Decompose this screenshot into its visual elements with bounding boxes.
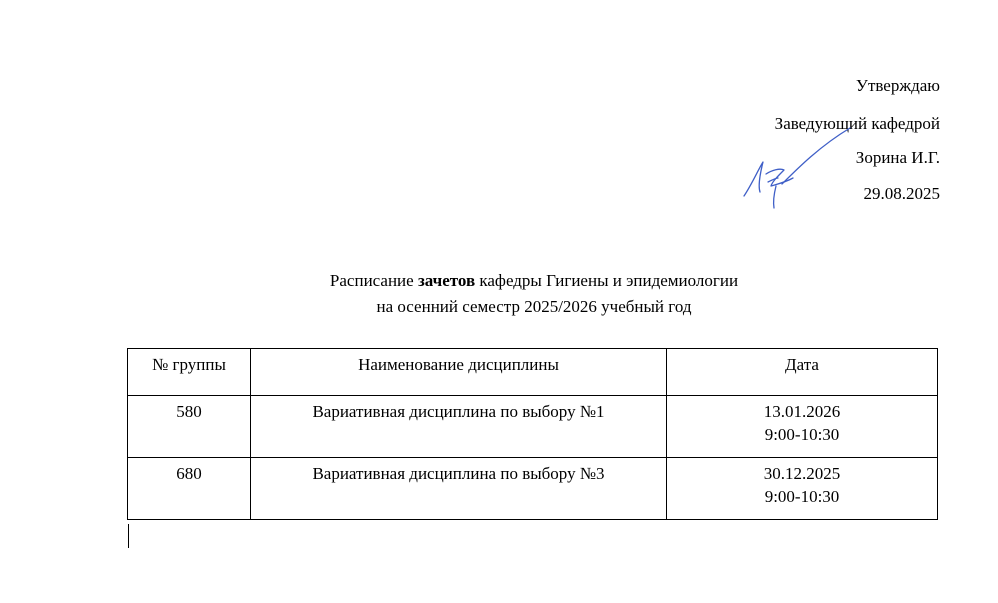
- text-cursor: [128, 524, 129, 548]
- cell-time: 9:00-10:30: [764, 425, 840, 444]
- schedule-table: [127, 348, 938, 520]
- approval-title: Утверждаю: [855, 76, 940, 95]
- title-prefix: Расписание: [329, 271, 418, 290]
- approval-name: Зорина И.Г.: [855, 148, 940, 167]
- header-date: Дата: [667, 349, 938, 396]
- table-row: [128, 458, 938, 520]
- cell-group: 680: [128, 458, 251, 520]
- table-row: [128, 396, 938, 458]
- document-title-line1: [134, 268, 934, 294]
- cell-group: 580: [128, 396, 251, 458]
- cell-discipline: Вариативная дисциплина по выбору №1: [251, 396, 667, 458]
- table-header-row: [128, 349, 938, 396]
- cell-time: 9:00-10:30: [764, 487, 840, 506]
- title-suffix: кафедры Гигиены и эпидемиологии: [475, 271, 739, 290]
- title-bold: зачетов: [417, 271, 476, 290]
- header-group: № группы: [128, 349, 251, 396]
- cell-datetime: [667, 396, 938, 458]
- cell-datetime: [667, 458, 938, 520]
- cell-discipline: Вариативная дисциплина по выбору №3: [251, 458, 667, 520]
- approval-date: 29.08.2025: [863, 184, 940, 203]
- header-discipline: Наименование дисциплины: [251, 349, 667, 396]
- document-title: [134, 268, 934, 320]
- signature-icon: [738, 126, 858, 216]
- document-title-line2: на осенний семестр 2025/2026 учебный год: [376, 297, 692, 316]
- approval-position: Заведующий кафедрой: [774, 114, 940, 133]
- cell-date: 13.01.2026: [763, 402, 841, 421]
- cell-date: 30.12.2025: [763, 464, 841, 483]
